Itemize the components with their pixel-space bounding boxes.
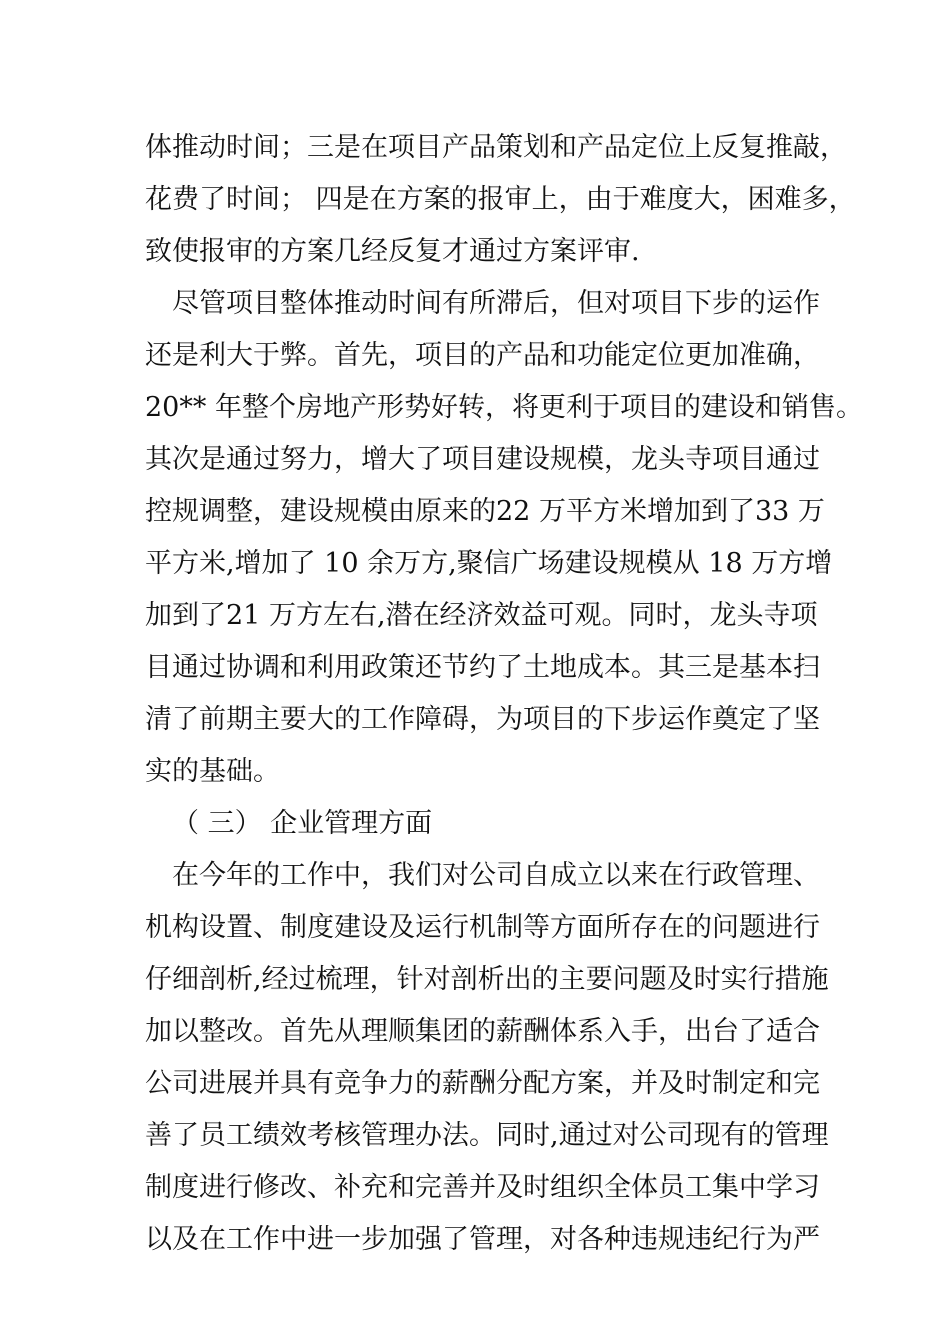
body-text-line: 加到了21 万方左右,潜在经济效益可观。同时，龙头寺项: [145, 600, 818, 631]
body-text-line: 致使报审的方案几经反复才通过方案评审.: [145, 236, 640, 267]
body-text-line: 以及在工作中进一步加强了管理，对各种违规违纪行为严: [145, 1224, 820, 1255]
body-text-line: 加以整改。首先从理顺集团的薪酬体系入手，出台了适合: [145, 1016, 820, 1047]
body-text-line: 目通过协调和利用政策还节约了土地成本。其三是基本扫: [145, 652, 820, 683]
body-text-line: 其次是通过努力，增大了项目建设规模，龙头寺项目通过: [145, 444, 820, 475]
body-text-line: 实的基础。: [145, 756, 280, 787]
body-text-line: 公司进展并具有竞争力的薪酬分配方案，并及时制定和完: [145, 1068, 820, 1099]
body-text-line: 仔细剖析,经过梳理，针对剖析出的主要问题及时实行措施: [145, 964, 829, 995]
body-text-line: 20** 年整个房地产形势好转，将更利于项目的建设和销售。: [145, 392, 863, 423]
body-text-line: 控规调整，建设规模由原来的22 万平方米增加到了33 万: [145, 496, 825, 527]
paragraph-first-line: 在今年的工作中，我们对公司自成立以来在行政管理、: [172, 860, 820, 891]
body-text-line: 平方米,增加了 10 余万方,聚信广场建设规模从 18 万方增: [145, 548, 833, 579]
body-text-line: 还是利大于弊。首先，项目的产品和功能定位更加准确，: [145, 340, 820, 371]
body-text-line: 机构设置、制度建设及运行机制等方面所存在的问题进行: [145, 912, 820, 943]
body-text-line: 体推动时间；三是在项目产品策划和产品定位上反复推敲，: [145, 132, 847, 163]
paragraph-first-line: 尽管项目整体推动时间有所滞后，但对项目下步的运作: [172, 288, 820, 319]
body-text-line: 花费了时间； 四是在方案的报审上，由于难度大，困难多，: [145, 184, 856, 215]
body-text-line: 善了员工绩效考核管理办法。同时,通过对公司现有的管理: [145, 1120, 829, 1151]
section-heading: （ 三） 企业管理方面: [172, 808, 433, 839]
body-text-line: 制度进行修改、补充和完善并及时组织全体员工集中学习: [145, 1172, 820, 1203]
body-text-line: 清了前期主要大的工作障碍，为项目的下步运作奠定了坚: [145, 704, 820, 735]
